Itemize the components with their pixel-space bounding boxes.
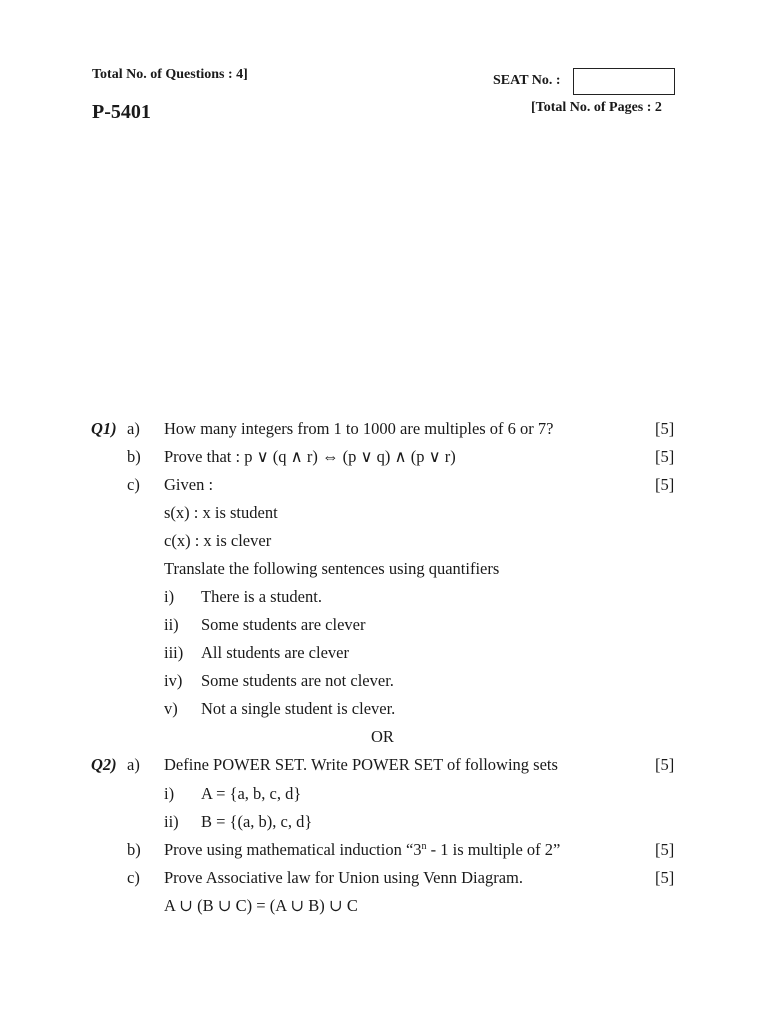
q2a-item-text: A = {a, b, c, d}	[201, 784, 302, 803]
q1c-item-label: ii)	[164, 615, 179, 634]
q2b-text-pre: Prove using mathematical induction “3	[164, 840, 422, 859]
q1c-marks: [5]	[655, 475, 675, 494]
q2a-marks: [5]	[655, 755, 675, 774]
q1c-given-2: c(x) : x is clever	[164, 531, 272, 550]
q1c-item-label: i)	[164, 587, 175, 606]
question-2-number: Q2)	[91, 755, 117, 774]
q1c-item-text: Not a single student is clever.	[201, 699, 396, 718]
q2c-marks: [5]	[655, 868, 675, 887]
question-1-number: Q1)	[91, 419, 117, 438]
q1c-item-text: Some students are clever	[201, 615, 366, 634]
q1a-marks: [5]	[655, 419, 675, 438]
paper-code: P-5401	[92, 101, 151, 123]
q2a-item-text: B = {(a, b), c, d}	[201, 812, 313, 831]
q1c-label: c)	[127, 475, 140, 494]
q1b-text: Prove that : p ∨ (q ∧ r) ⇔ (p ∨ q) ∧ (p ∨ r)	[164, 447, 456, 466]
q1c-instruction: Translate the following sentences using quantifiers	[164, 559, 500, 578]
q2b-text-post: - 1 is multiple of 2”	[426, 840, 561, 859]
q2c-formula: A ∪ (B ∪ C) = (A ∪ B) ∪ C	[164, 896, 358, 915]
q1a-text: How many integers from 1 to 1000 are multiples of 6 or 7?	[164, 419, 554, 438]
q1b-label: b)	[127, 447, 141, 466]
q2b-label: b)	[127, 840, 141, 859]
q2b-marks: [5]	[655, 840, 675, 859]
q1c-item-label: iii)	[164, 643, 184, 662]
q1c-item-text: All students are clever	[201, 643, 349, 662]
q2c-label: c)	[127, 868, 140, 887]
total-pages: [Total No. of Pages : 2	[531, 100, 662, 115]
q2a-item-label: i)	[164, 784, 175, 803]
q1c-given-1: s(x) : x is student	[164, 503, 278, 522]
or-separator: OR	[371, 727, 394, 746]
q1c-item-text: There is a student.	[201, 587, 322, 606]
q1a-label: a)	[127, 419, 140, 438]
q2c-text: Prove Associative law for Union using Venn Diagram.	[164, 868, 523, 887]
q1b-marks: [5]	[655, 447, 675, 466]
q2b-text	[164, 840, 560, 860]
q1c-item-label: iv)	[164, 671, 183, 690]
q2a-item-label: ii)	[164, 812, 179, 831]
q2a-text: Define POWER SET. Write POWER SET of following sets	[164, 755, 558, 774]
q2a-label: a)	[127, 755, 140, 774]
q1c-text: Given :	[164, 475, 214, 494]
seat-number-label: SEAT No. :	[493, 73, 561, 88]
q2b-superscript: n	[421, 841, 427, 852]
q1c-item-text: Some students are not clever.	[201, 671, 394, 690]
seat-number-box[interactable]	[573, 68, 675, 95]
total-questions: Total No. of Questions : 4]	[92, 67, 248, 82]
q1c-item-label: v)	[164, 699, 178, 718]
